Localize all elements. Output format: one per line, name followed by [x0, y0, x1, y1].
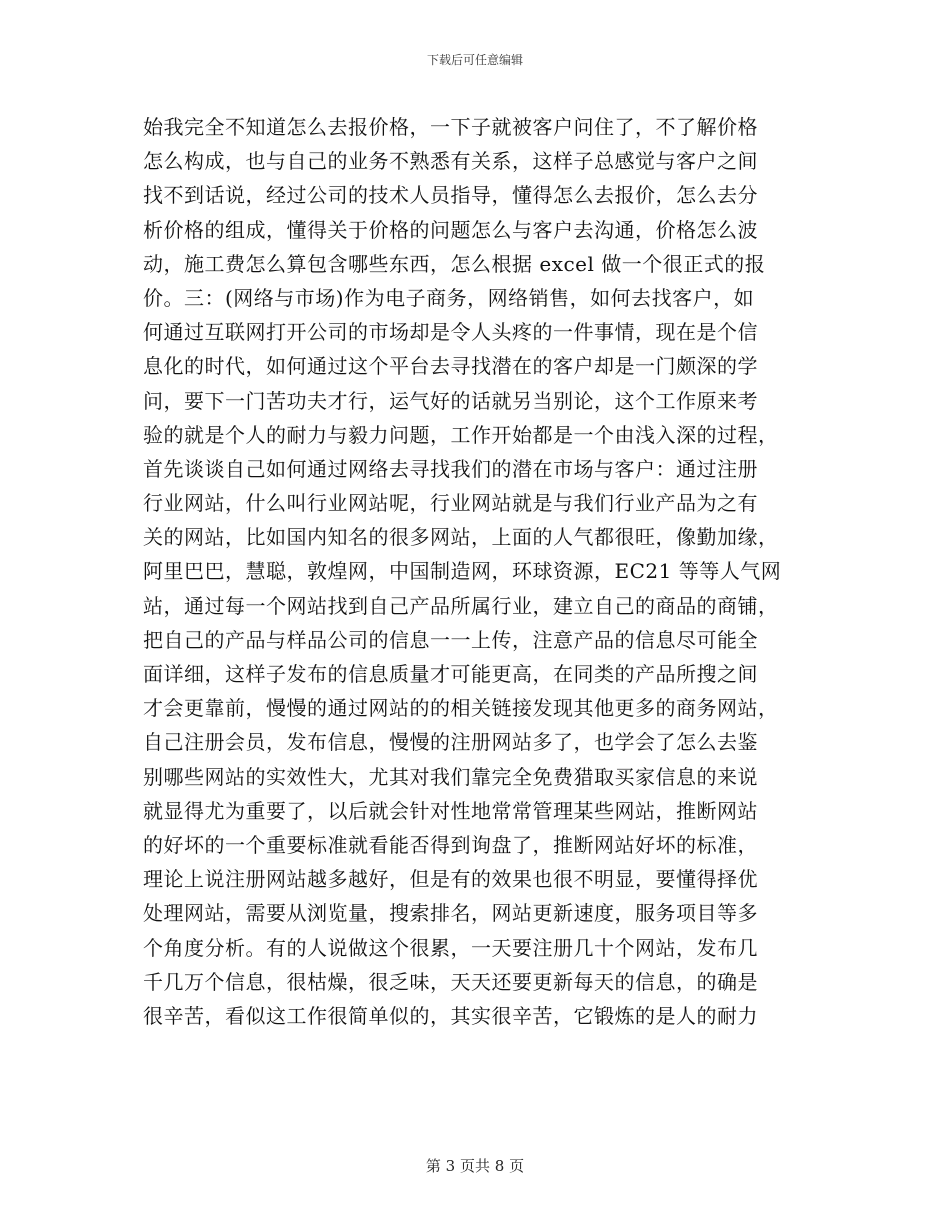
text-line: 怎么构成，也与自己的业务不熟悉有关系，这样子总感觉与客户之间: [143, 149, 758, 174]
text-line: 阿里巴巴，慧聪，敦煌网，中国制造网，环球资源，EC21 等等人气网: [143, 559, 782, 584]
text-line: 千几万个信息，很枯燥，很乏味，天天还要更新每天的信息，的确是: [143, 969, 758, 994]
text-line: 个角度分析。有的人说做这个很累，一天要注册几十个网站，发布几: [143, 935, 758, 960]
text-line: 才会更靠前，慢慢的通过网站的的相关链接发现其他更多的商务网站，: [143, 696, 779, 721]
text-line: 处理网站，需要从浏览量，搜索排名，网站更新速度，服务项目等多: [143, 901, 758, 926]
text-line: 面详细，这样子发布的信息质量才可能更高，在同类的产品所搜之间: [143, 662, 758, 686]
text-line: 验的就是个人的耐力与毅力问题，工作开始都是一个由浅入深的过程，: [143, 422, 779, 447]
text-line: 问，要下一门苦功夫才行，运气好的话就另当别论，这个工作原来考: [143, 388, 758, 413]
text-line: 别哪些网站的实效性大，尤其对我们靠完全免费猎取买家信息的来说: [143, 764, 758, 789]
page-header: 下载后可任意编辑: [426, 53, 523, 67]
text-line: 息化的时代，如何通过这个平台去寻找潜在的客户却是一门颇深的学: [143, 354, 758, 379]
text-line: 何通过互联网打开公司的市场却是令人头疼的一件事情，现在是个信: [143, 320, 758, 345]
text-line: 价。三：(网络与市场)作为电子商务，网络销售，如何去找客户，如: [143, 285, 755, 310]
body-text: [143, 110, 813, 1033]
text-line: 动，施工费怎么算包含哪些东西，怎么根据 excel 做一个很正式的报: [143, 251, 766, 276]
text-line: 行业网站，什么叫行业网站呢，行业网站就是与我们行业产品为之有: [143, 491, 758, 516]
text-line: 很辛苦，看似这工作很简单似的，其实很辛苦，它锻炼的是人的耐力: [143, 1003, 758, 1028]
text-line: 始我完全不知道怎么去报价格，一下子就被客户问住了，不了解价格: [143, 115, 758, 139]
text-line: 自己注册会员，发布信息，慢慢的注册网站多了，也学会了怎么去鉴: [143, 730, 758, 755]
text-line: 理论上说注册网站越多越好，但是有的效果也很不明显，要懂得择优: [143, 867, 758, 892]
text-line: 把自己的产品与样品公司的信息一一上传，注意产品的信息尽可能全: [143, 627, 758, 652]
text-line: 的好坏的一个重要标准就看能否得到询盘了，推断网站好坏的标准，: [143, 832, 758, 857]
text-line: 关的网站，比如国内知名的很多网站，上面的人气都很旺，像勤加缘，: [143, 525, 779, 550]
text-line: 站，通过每一个网站找到自己产品所属行业，建立自己的商品的商铺，: [143, 593, 779, 618]
text-line: 析价格的组成，懂得关于价格的问题怎么与客户去沟通，价格怎么波: [143, 217, 758, 242]
text-line: 首先谈谈自己如何通过网络去寻找我们的潜在市场与客户：通过注册: [143, 456, 758, 481]
text-line: 找不到话说，经过公司的技术人员指导，懂得怎么去报价，怎么去分: [143, 183, 758, 208]
page-footer: 第 3 页共 8 页: [425, 1157, 525, 1175]
text-line: 就显得尤为重要了，以后就会针对性地常常管理某些网站，推断网站: [143, 798, 758, 823]
